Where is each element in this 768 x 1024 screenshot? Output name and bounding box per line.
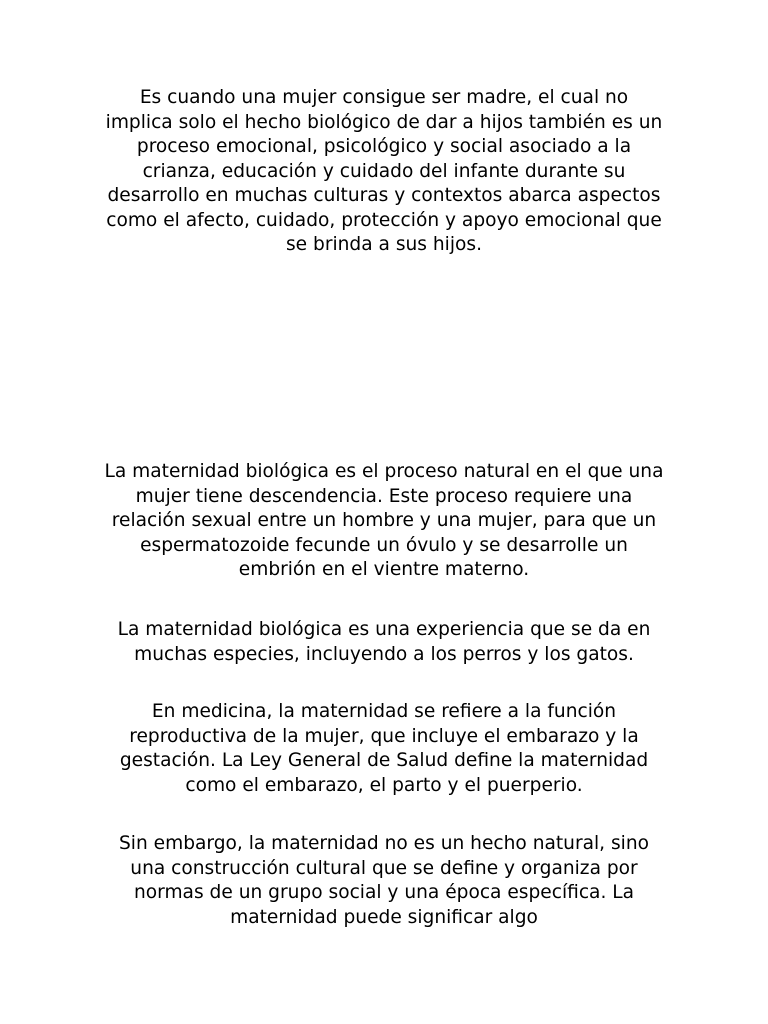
paragraph-maternity-definition: Es cuando una mujer consigue ser madre, el cual no implica solo el hecho biológico de dar a hijos también es un proceso emocional, psicológico y social asociado a la crianza, educación y cuidado del infante durante su desarrollo en muchas culturas y contextos abarca aspectos como el afecto, cuidado, protección y apoyo emocional que se brinda a sus hijos. bbox=[105, 87, 663, 255]
paragraph-biological-maternity: La maternidad biológica es el proceso natural en el que una mujer tiene descendencia. Este proceso requiere una relación sexual entre un hombre y una mujer, para que un espermatozoide fecunde un óvulo y se desarrolle un embrión en el vientre materno. bbox=[104, 461, 664, 580]
paragraph-cultural-construction: Sin embargo, la maternidad no es un hecho natural, sino una construcción cultural que se define y organiza por normas de un grupo social y una época específica. La maternidad puede significar algo bbox=[118, 833, 649, 928]
paragraph-species-experience: La maternidad biológica es una experiencia que se da en muchas especies, incluyendo a los perros y los gatos. bbox=[117, 619, 651, 665]
paragraph-medicine-definition: En medicina, la maternidad se refiere a la función reproductiva de la mujer, que incluye el embarazo y la gestación. La Ley General de Salud define la maternidad como el embarazo, el parto y el puerperio. bbox=[119, 701, 649, 796]
